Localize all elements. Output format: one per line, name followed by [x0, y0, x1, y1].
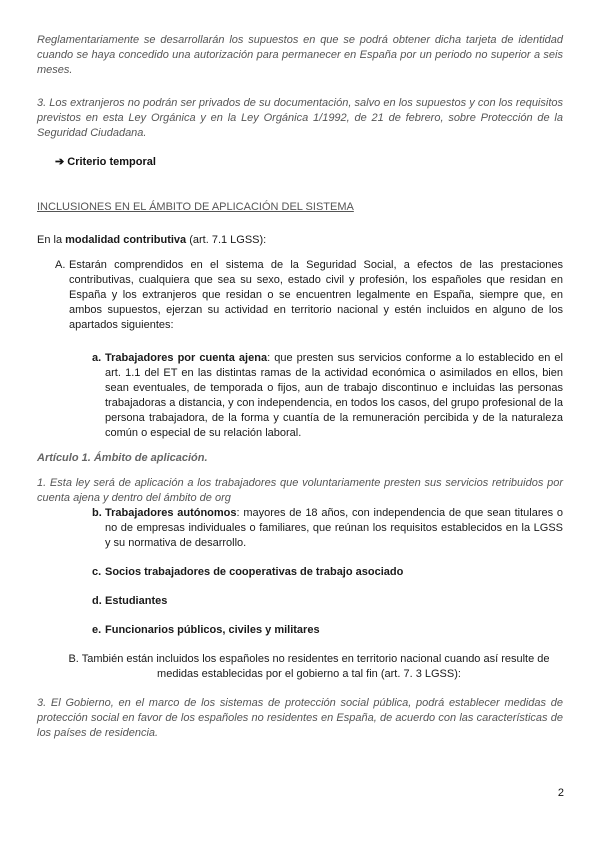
page-number: 2	[557, 787, 564, 799]
sub-item-d	[92, 594, 563, 609]
list-marker: e.	[92, 624, 102, 636]
sub-item-e	[92, 623, 563, 638]
sub-item-title: Trabajadores por cuenta ajena	[105, 352, 268, 364]
list-item-text: Estarán comprendidos en el sistema de la Seguridad Social, a efectos de las prestaciones contributivas, cualquiera que sea su sexo, estado civil y profesión, los españoles que residan en España y los extranjeros que residan o se encuentren legalmente en España, siempre que, en ambos supuestos, ejerzan su actividad en territorio nacional y estén incluidos en alguno de los apartados siguientes:	[69, 259, 563, 331]
list-marker: c.	[92, 566, 102, 578]
arrow-icon: ➔	[55, 156, 65, 168]
articulo-title: Artículo 1. Ámbito de aplicación.	[37, 452, 208, 464]
articulo-text: 1. Esta ley será de aplicación a los trabajadores que voluntariamente presten sus servicios retribuidos por cuenta ajena y dentro del ámbito de org	[37, 477, 563, 504]
criterio-temporal	[55, 155, 563, 170]
paragraph-gobierno: 3. El Gobierno, en el marco de los sistemas de protección social pública, podrá establecer medidas de protección social en favor de los españoles no residentes en España, de acuerdo con las características de los países de residencia.	[37, 697, 563, 739]
paragraph-extranjeros: 3. Los extranjeros no podrán ser privados de su documentación, salvo en los supuestos y con los requisitos previstos en esta Ley Orgánica y en la Ley Orgánica 1/1992, de 21 de febrero, sobre Protección de la Seguridad Ciudadana.	[37, 97, 563, 139]
sub-item-title: Socios trabajadores de cooperativas de trabajo asociado	[105, 566, 404, 578]
list-marker: b.	[92, 507, 102, 519]
list-item-A	[55, 258, 563, 333]
item-B-text: También están incluidos los españoles no residentes en territorio nacional cuando así resulte de medidas establecidas por el gobierno a tal fin (art. 7. 3 LGSS):	[81, 653, 550, 680]
list-marker: d.	[92, 595, 102, 607]
sub-item-body: : que presten sus servicios conforme a lo establecido en el art. 1.1 del ET en las distintas ramas de la actividad económica o asimilados en ellos, bien sean eventuales, de temporada o fijos, aun de trabajo discontinuo e incluidas las personas trabajadoras a distancia, y con independencia, en todos los casos, del grupo profesional de la persona trabajadora, de la forma y cuantía de la remuneración percibida y de la naturaleza común o especial de su relación laboral.	[105, 352, 563, 439]
criterio-label: Criterio temporal	[67, 156, 156, 168]
modalidad-post: (art. 7.1 LGSS):	[186, 234, 267, 246]
sub-item-body: : mayores de 18 años, con independencia de que sean titulares o no de empresas individuales o familiares, que reúnan los requisitos establecidos en la LGSS y su normativa de desarrollo.	[105, 507, 564, 549]
list-marker: a.	[92, 352, 102, 364]
modalidad-pre: En la	[37, 234, 66, 246]
sub-item-c	[92, 565, 563, 580]
list-marker: B.	[68, 653, 79, 665]
item-B	[65, 652, 553, 682]
sub-item-title: Estudiantes	[105, 595, 168, 607]
section-heading: INCLUSIONES EN EL ÁMBITO DE APLICACIÓN DEL SISTEMA	[37, 201, 354, 213]
paragraph-reglamentariamente: Reglamentariamente se desarrollarán los supuestos en que se podrá obtener dicha tarjeta de identidad cuando se haya concedido una autorización para permanecer en España por un periodo no superior a seis meses.	[37, 34, 563, 76]
sub-item-a	[92, 351, 563, 441]
sub-item-title: Trabajadores autónomos	[105, 507, 237, 519]
sub-item-text	[105, 506, 563, 551]
list-marker: A.	[55, 259, 66, 271]
sub-item-text	[105, 351, 563, 441]
sub-item-title: Funcionarios públicos, civiles y militares	[105, 624, 320, 636]
document-page	[37, 33, 563, 741]
sub-item-b	[92, 506, 563, 551]
modalidad-bold: modalidad contributiva	[65, 234, 187, 246]
modalidad-line	[37, 233, 563, 248]
